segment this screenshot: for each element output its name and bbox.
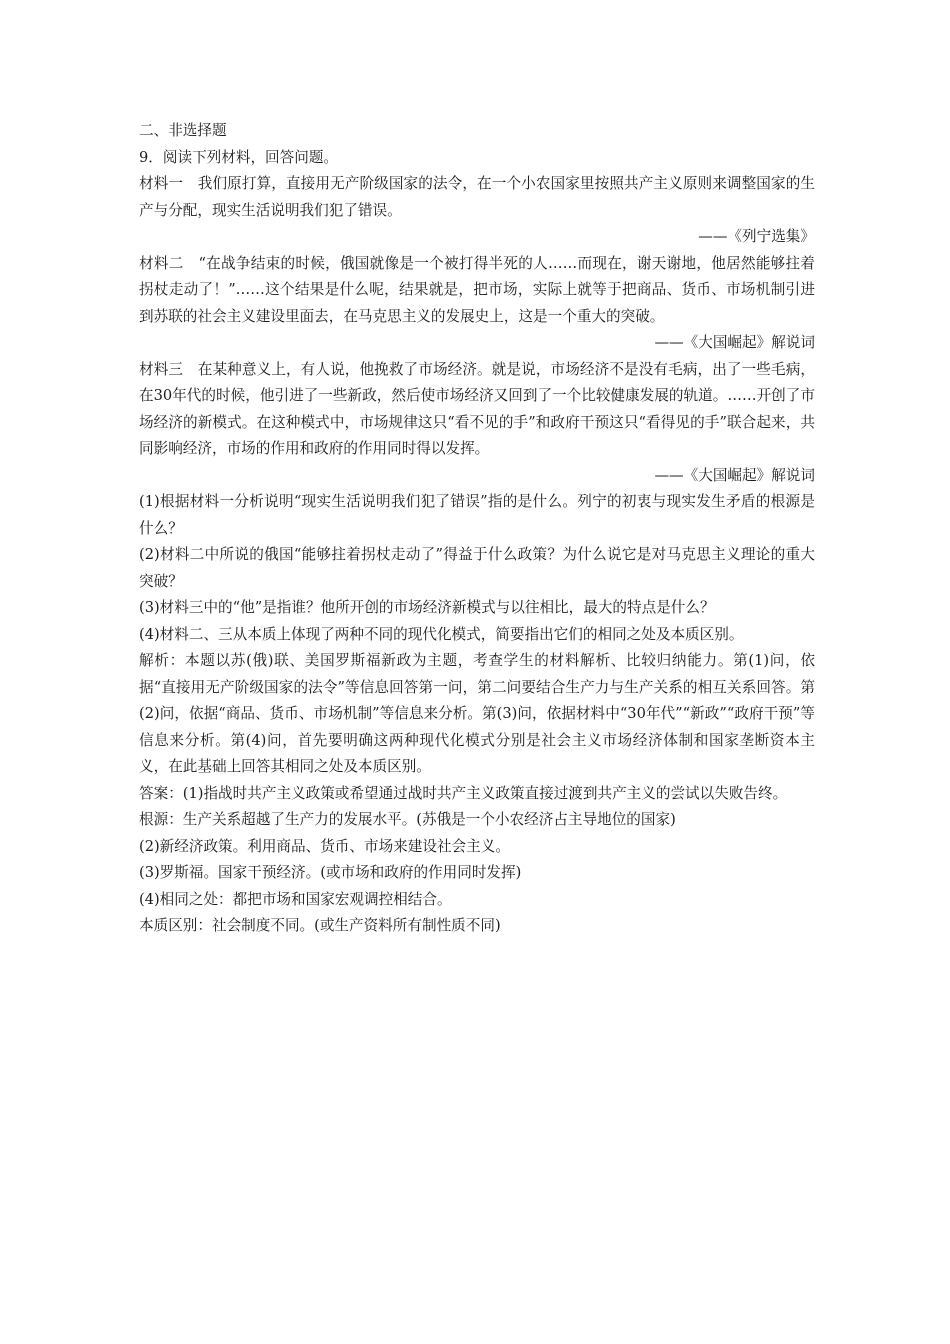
question-4: (4)材料二、三从本质上体现了两种不同的现代化模式，简要指出它们的相同之处及本质区别。 [139,625,744,643]
answer-1-root-cause: 根源：生产关系超越了生产力的发展水平。(苏俄是一个小农经济占主导地位的国家) [139,811,676,828]
document-page [139,118,815,940]
material-1-source: ——《列宁选集》 [698,228,815,245]
question-1: (1)根据材料一分析说明“现实生活说明我们犯了错误”指的是什么。列宁的初衷与现实发生矛盾的根源是什么？ [139,493,815,537]
question-3: (3)材料三中的“他”是指谁？他所开创的市场经济新模式与以往相比，最大的特点是什么？ [139,599,715,616]
material-2-source: ——《大国崛起》解说词 [654,334,815,351]
answer-2: (2)新经济政策。利用商品、货币、市场来建设社会主义。 [139,837,510,855]
answer-1: 答案：(1)指战时共产主义政策或希望通过战时共产主义政策直接过渡到共产主义的尝试以失败告终。 [139,784,788,802]
question-stem: 9．阅读下列材料，回答问题。 [139,148,339,166]
answer-4: (4)相同之处：都把市场和国家宏观调控相结合。 [139,890,452,908]
analysis-text: 解析：本题以苏(俄)联、美国罗斯福新政为主题，考查学生的材料解析、比较归纳能力。第(1)问，依据“直接用无产阶级国家的法令”等信息回答第一问，第二问要结合生产力与生产关系的相互关系回答。第(2)问，依据“商品、货币、市场机制”等信息来分析。第(3)问，依据材料中“30年代”“新政”“政府干预”等信息来分析。第(4)问，首先要明确这两种现代化模式分别是社会主义市场经济体制和国家垄断资本主义，在此基础上回答其相同之处及本质区别。 [139,652,815,775]
section-title: 二、非选择题 [139,122,227,139]
material-3-text: 材料三 在某种意义上，有人说，他挽救了市场经济。就是说，市场经济不是没有毛病，出了一些毛病，在30年代的时候，他引进了一些新政，然后使市场经济又回到了一个比较健康发展的轨道。……开创了市场经济的新模式。在这种模式中，市场规律这只“看不见的手”和政府干预这只“看得见的手”联合起来，共同影响经济，市场的作用和政府的作用同时得以发挥。 [139,360,815,457]
material-2-text: 材料二 “在战争结束的时候，俄国就像是一个被打得半死的人……而现在，谢天谢地，他居然能够拄着拐杖走动了！”……这个结果是什么呢，结果就是，把市场，实际上就等于把商品、货币、市场机制引进到苏联的社会主义建设里面去，在马克思主义的发展史上，这是一个重大的突破。 [139,254,815,325]
question-2: (2)材料二中所说的俄国“能够拄着拐杖走动了”得益于什么政策？为什么说它是对马克思主义理论的重大突破？ [139,546,815,590]
material-3-source: ——《大国崛起》解说词 [654,466,815,484]
answer-3: (3)罗斯福。国家干预经济。(或市场和政府的作用同时发挥) [139,864,522,881]
material-1-text: 材料一 我们原打算，直接用无产阶级国家的法令，在一个小农国家里按照共产主义原则来调整国家的生产与分配，现实生活说明我们犯了错误。 [139,175,815,219]
answer-4-difference: 本质区别：社会制度不同。(或生产资料所有制性质不同) [139,917,501,934]
